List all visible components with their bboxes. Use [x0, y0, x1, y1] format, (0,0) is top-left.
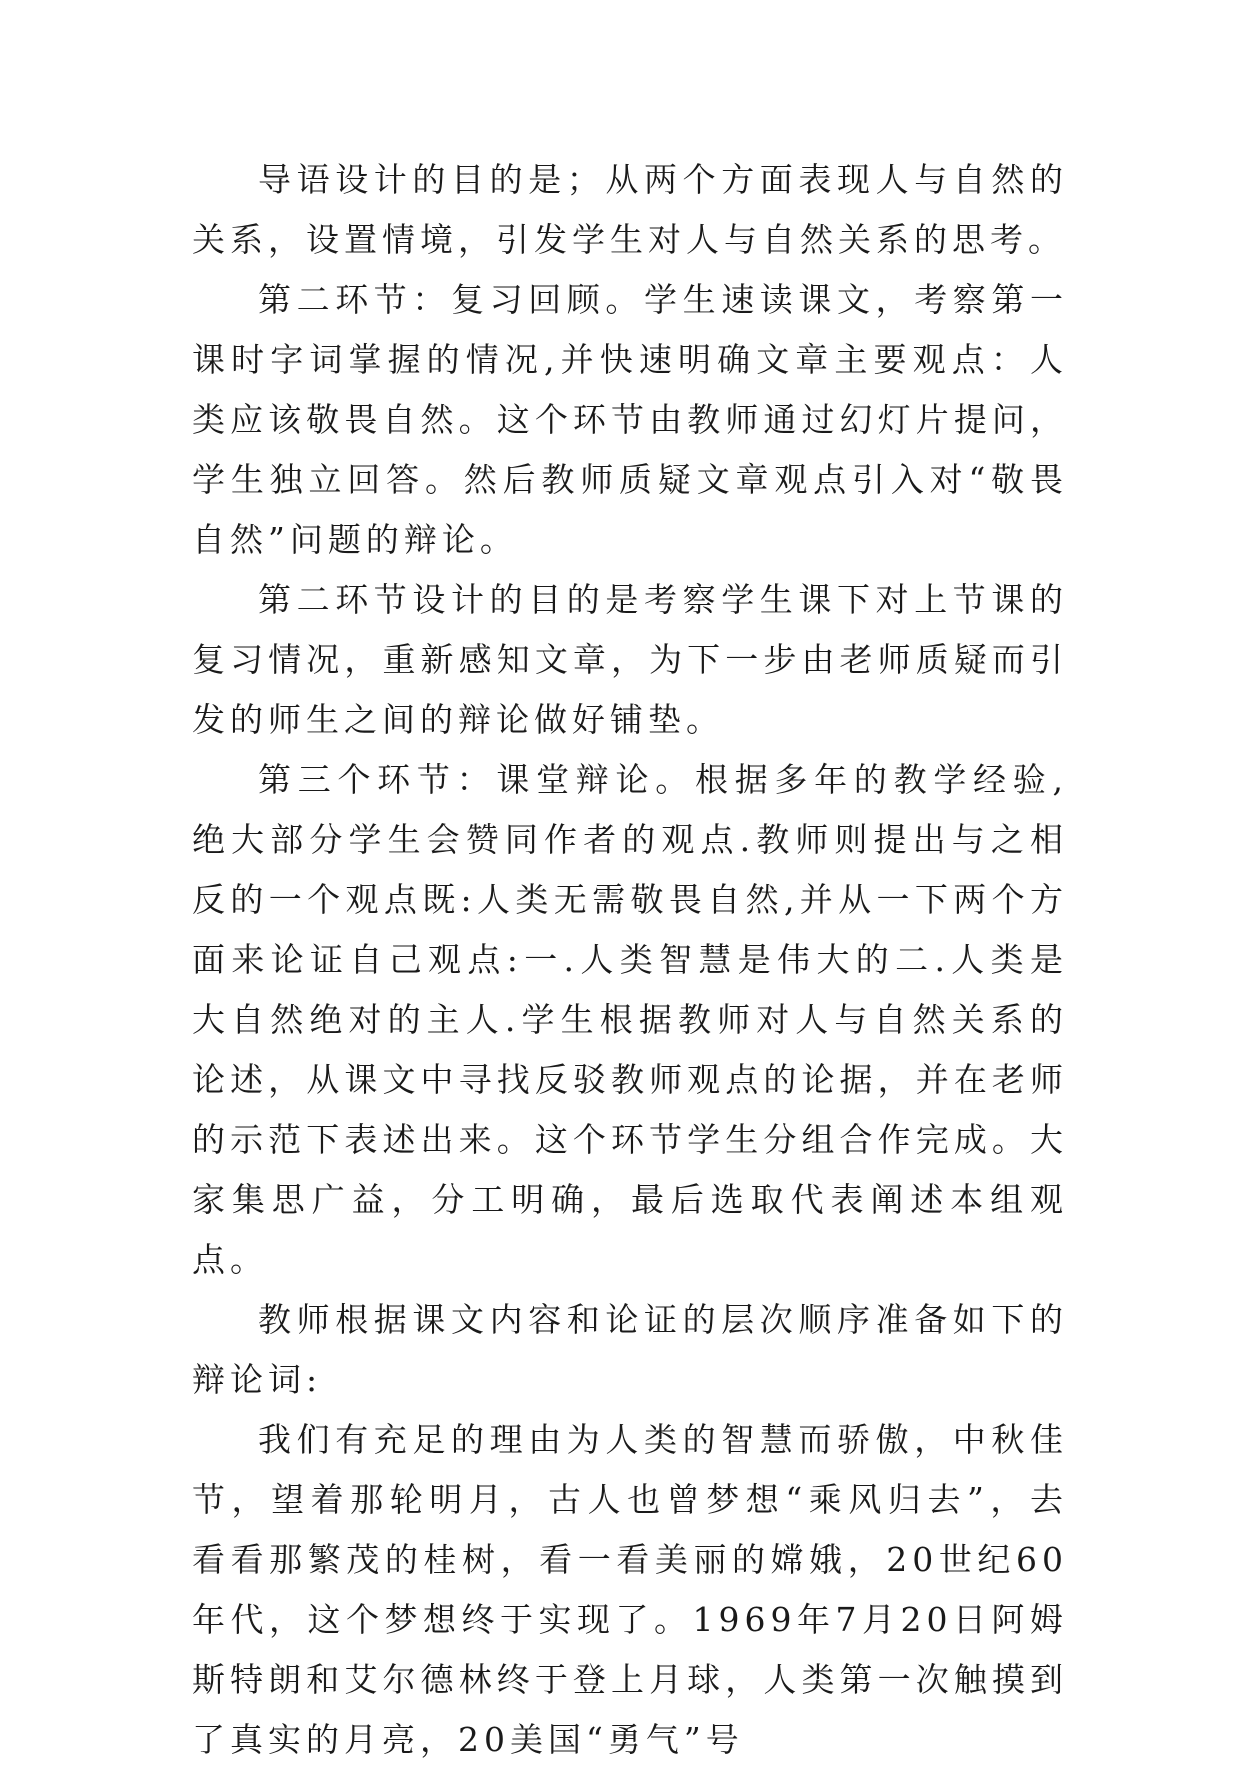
- paragraph-6: 我们有充足的理由为人类的智慧而骄傲，中秋佳节，望着那轮明月，古人也曾梦想“乘风归去”，去看看那繁茂的桂树，看一看美丽的嫦娥，20世纪60年代，这个梦想终于实现了。1969年7月20日阿姆斯特朗和艾尔德林终于登上月球，人类第一次触摸到了真实的月亮，20美国“勇气”号: [192, 1420, 1068, 1759]
- paragraph-5: 教师根据课文内容和论证的层次顺序准备如下的辩论词:: [192, 1300, 1068, 1399]
- document-body: [192, 150, 1068, 1770]
- paragraph-2: 第二环节：复习回顾。学生速读课文，考察第一课时字词掌握的情况,并快速明确文章主要观点：人类应该敬畏自然。这个环节由教师通过幻灯片提问，学生独立回答。然后教师质疑文章观点引入对“敬畏自然”问题的辩论。: [192, 280, 1068, 559]
- paragraph-3: 第二环节设计的目的是考察学生课下对上节课的复习情况，重新感知文章，为下一步由老师质疑而引发的师生之间的辩论做好铺垫。: [192, 580, 1068, 739]
- paragraph-1: 导语设计的目的是；从两个方面表现人与自然的关系，设置情境，引发学生对人与自然关系的思考。: [192, 160, 1068, 259]
- paragraph-4: 第三个环节：课堂辩论。根据多年的教学经验,绝大部分学生会赞同作者的观点.教师则提出与之相反的一个观点既:人类无需敬畏自然,并从一下两个方面来论证自己观点:一.人类智慧是伟大的二.人类是大自然绝对的主人.学生根据教师对人与自然关系的论述，从课文中寻找反驳教师观点的论据，并在老师的示范下表述出来。这个环节学生分组合作完成。大家集思广益，分工明确，最后选取代表阐述本组观点。: [192, 760, 1068, 1279]
